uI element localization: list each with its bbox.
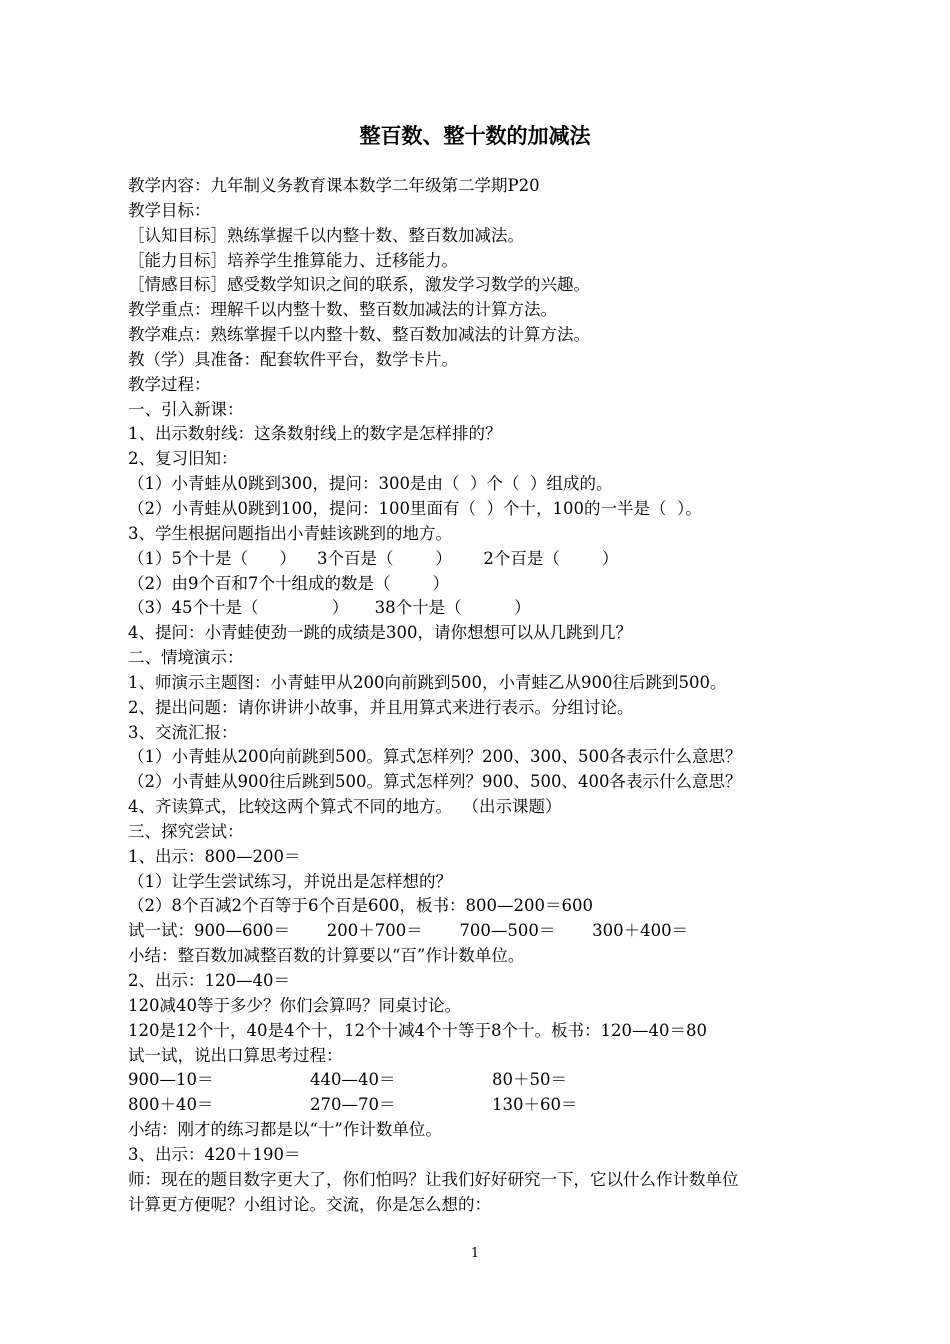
text-line: 教学过程：: [128, 374, 211, 394]
text-line: 2、出示：120—40＝: [128, 971, 290, 990]
text-line: 4、提问：小青蛙使劲一跳的成绩是300，请你想想可以从几跳到几？: [128, 623, 632, 643]
text-line: （2）8个百减2个百等于6个百是600，板书：800—200＝600: [128, 896, 593, 916]
page-number: 1: [470, 1246, 480, 1261]
text-line: ［认知目标］熟练掌握千以内整十数、整百数加减法。: [128, 225, 524, 245]
text-line: 3、出示：420＋190＝: [128, 1144, 301, 1164]
text-line: （2）小青蛙从900往后跳到500。算式怎样列？900、500、400各表示什么意思？: [128, 772, 742, 792]
exercise-item: 130＋60＝: [492, 1095, 578, 1115]
text-line: 2、提出问题：请你讲讲小故事，并且用算式来进行表示。分组讨论。: [128, 697, 634, 717]
text-line: 教学难点：熟练掌握千以内整十数、整百数加减法的计算方法。: [128, 325, 590, 345]
exercise-row: [128, 1093, 848, 1118]
exercise-item: 80＋50＝: [492, 1070, 567, 1090]
text-line: 试一试，说出口算思考过程：: [128, 1045, 343, 1065]
text-line: 小结：整百数加减整百数的计算要以“百”作计数单位。: [128, 946, 525, 966]
text-line: （3）45个十是（ ） 38个十是（ ）: [128, 598, 531, 618]
text-line: 120减40等于多少？你们会算吗？同桌讨论。: [128, 995, 461, 1015]
text-line: 试一试：900—600＝ 200＋700＝ 700—500＝ 300＋400＝: [128, 921, 689, 941]
text-line: ［情感目标］感受数学知识之间的联系，激发学习数学的兴趣。: [128, 275, 590, 295]
text-line: 1、师演示主题图：小青蛙甲从200向前跳到500，小青蛙乙从900往后跳到500。: [128, 672, 727, 692]
text-line: （2）小青蛙从0跳到100，提问：100里面有（ ）个十，100的一半是（ ）。: [128, 498, 702, 518]
text-line: 120是12个十，40是4个十，12个十减4个十等于8个十。板书：120—40＝80: [128, 1020, 707, 1040]
text-line: 3、学生根据问题指出小青蛙该跳到的地方。: [128, 523, 452, 543]
text-line: ［能力目标］培养学生推算能力、迁移能力。: [128, 250, 458, 270]
text-line: 计算更方便呢？小组讨论。交流，你是怎么想的：: [128, 1194, 491, 1214]
exercise-item: 440—40＝: [310, 1070, 396, 1090]
text-line: 3、交流汇报：: [128, 722, 238, 742]
exercise-item: 800＋40＝: [128, 1095, 214, 1115]
text-line: 一、引入新课：: [128, 399, 244, 419]
text-line: 1、出示：800—200＝: [128, 846, 301, 866]
text-line: （1）5个十是（ ） 3个百是（ ） 2个百是（ ）: [128, 548, 619, 568]
text-line: （2）由9个百和7个十组成的数是（ ）: [128, 573, 449, 593]
text-line: 三、探究尝试：: [128, 821, 244, 841]
text-line: 教学目标：: [128, 200, 211, 220]
text-line: 教学内容：九年制义务教育课本数学二年级第二学期P20: [128, 176, 540, 195]
text-line: 师：现在的题目数字更大了，你们怕吗？让我们好好研究一下，它以什么作计数单位: [128, 1169, 739, 1189]
text-line: 4、齐读算式，比较这两个算式不同的地方。 （出示课题）: [128, 797, 562, 817]
exercise-item: 270—70＝: [310, 1095, 396, 1115]
text-line: 1、出示数射线：这条数射线上的数字是怎样排的？: [128, 424, 502, 444]
text-line: 小结：刚才的练习都是以“十”作计数单位。: [128, 1120, 442, 1140]
text-line: 教（学）具准备：配套软件平台，数学卡片。: [128, 349, 458, 369]
text-line: （1）小青蛙从0跳到300，提问：300是由（ ）个（ ）组成的。: [128, 474, 613, 494]
text-line: （1）让学生尝试练习，并说出是怎样想的？: [128, 871, 452, 891]
exercise-row: [128, 1068, 848, 1093]
exercise-item: 900—10＝: [128, 1070, 214, 1090]
document-title: 整百数、整十数的加减法: [359, 123, 591, 148]
document-body: [128, 174, 848, 1217]
text-line: 2、复习旧知：: [128, 449, 238, 469]
text-line: （1）小青蛙从200向前跳到500。算式怎样列？200、300、500各表示什么意思？: [128, 747, 742, 767]
text-line: 二、情境演示：: [128, 648, 244, 668]
text-line: 教学重点：理解千以内整十数、整百数加减法的计算方法。: [128, 300, 557, 320]
